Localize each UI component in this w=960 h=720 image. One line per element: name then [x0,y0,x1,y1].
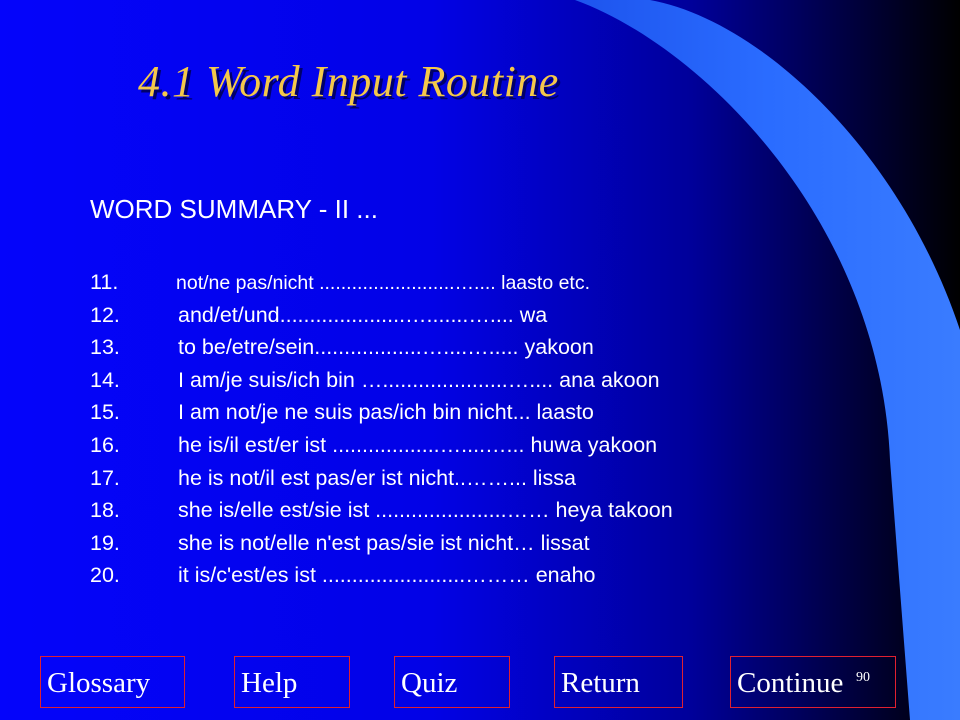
row-text: to be/etre/sein..................…....…..... yakoon [178,335,594,360]
row-text: and/et/und.....................….......….... wa [178,302,548,327]
word-row [90,462,673,495]
quiz-button[interactable]: Quiz [394,656,510,708]
row-text: I am/je suis/ich bin ….....................….... ana akoon [178,367,660,392]
row-number: 13. [90,335,120,360]
row-number: 12. [90,302,120,327]
row-text: not/ne pas/nicht .........................….... laasto etc. [176,272,591,294]
word-row [90,559,673,592]
row-number: 15. [90,400,120,425]
slide-page-number: 90 [856,670,870,685]
word-row [90,429,673,462]
slide-title: 4.1 Word Input Routine [138,57,559,106]
word-row [90,266,673,299]
word-row [90,396,673,429]
word-list [90,266,673,592]
row-text: I am not/je ne suis pas/ich bin nicht... laasto [178,400,594,425]
word-row [90,494,673,527]
row-number: 18. [90,498,120,523]
glossary-button[interactable]: Glossary [40,656,185,708]
word-row [90,299,673,332]
word-row [90,364,673,397]
row-number: 14. [90,367,120,392]
row-number: 19. [90,530,120,555]
row-text: she is/elle est/sie ist ......................…… heya takoon [178,498,673,523]
row-text: she is not/elle n'est pas/sie ist nicht… lissat [178,530,590,555]
row-text: it is/c'est/es ist ........................……… enaho [178,563,596,588]
word-summary-heading: WORD SUMMARY - II ... [90,194,378,224]
word-row [90,331,673,364]
word-row [90,527,673,560]
row-text: he is not/il est pas/er ist nicht..……... lissa [178,465,576,490]
row-number: 11. [90,270,119,294]
row-number: 20. [90,563,120,588]
continue-button[interactable]: Continue [730,656,896,708]
row-number: 16. [90,432,120,457]
return-button[interactable]: Return [554,656,683,708]
help-button[interactable]: Help [234,656,350,708]
row-text: he is/il est/er ist ..................…....…... huwa yakoon [178,432,658,457]
row-number: 17. [90,465,120,490]
